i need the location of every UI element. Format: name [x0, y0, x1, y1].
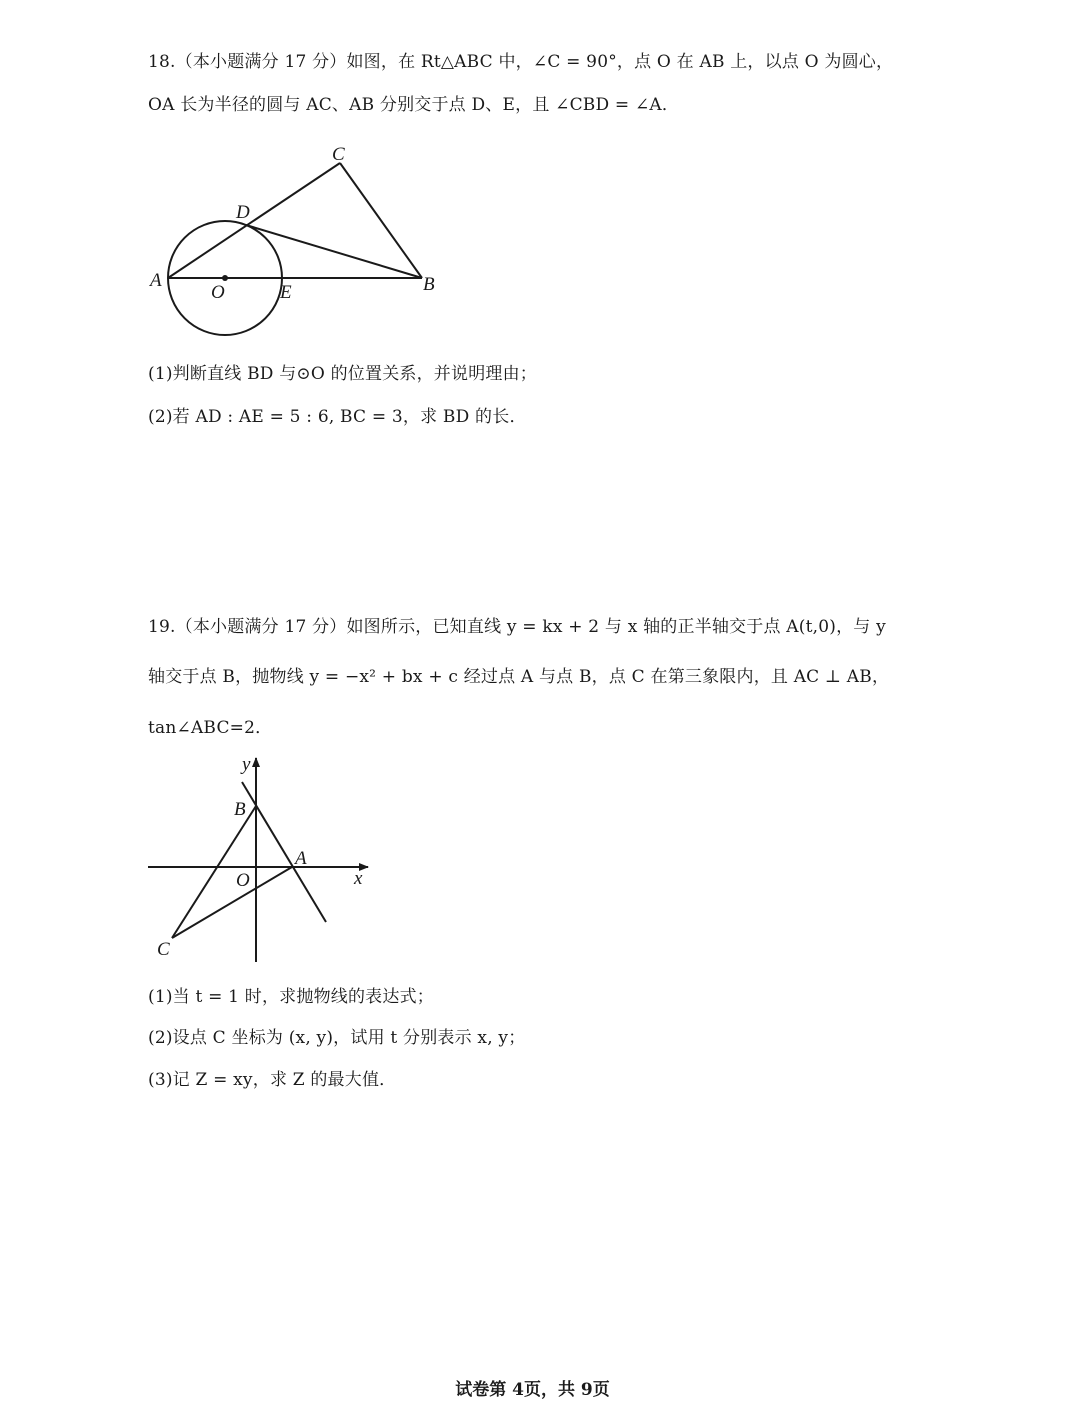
segment-ac: [172, 867, 292, 938]
line-ab: [242, 782, 326, 922]
label-b: B: [234, 799, 246, 820]
label-c: C: [332, 144, 345, 165]
segment-ac: [168, 163, 340, 278]
label-a: A: [295, 848, 307, 869]
q19-figure: [145, 752, 385, 962]
segment-db: [246, 225, 422, 278]
q18-line-1: 18.（本小题满分 17 分）如图，在 Rt△ABC 中，∠C = 90°，点 O 在 AB 上，以点 O 为圆心，: [148, 52, 894, 72]
label-o: O: [236, 870, 250, 891]
segment-cb: [340, 163, 422, 278]
q18-line-2: OA 长为半径的圆与 AC、AB 分别交于点 D、E，且 ∠CBD = ∠A．: [148, 95, 680, 115]
label-a: A: [150, 270, 162, 291]
q19-part-1: (1)当 t = 1 时，求抛物线的表达式；: [148, 987, 434, 1007]
q19-line-3: tan∠ABC=2．: [148, 718, 273, 738]
label-e: E: [280, 282, 292, 303]
q19-part-2: (2)设点 C 坐标为 (x, y)，试用 t 分别表示 x, y；: [148, 1028, 526, 1048]
q18-part-2: (2)若 AD : AE = 5 : 6, BC = 3，求 BD 的长．: [148, 407, 527, 427]
label-c: C: [157, 939, 170, 960]
label-d: D: [236, 202, 250, 223]
q19-part-3: (3)记 Z = xy，求 Z 的最大值．: [148, 1070, 397, 1090]
label-y: y: [242, 754, 251, 775]
label-o: O: [211, 282, 225, 303]
q18-figure: [145, 140, 465, 340]
point-o: [222, 275, 228, 281]
label-b: B: [423, 274, 435, 295]
label-x: x: [354, 868, 363, 889]
q18-part-1: (1)判断直线 BD 与⊙O 的位置关系，并说明理由；: [148, 364, 537, 384]
q19-line-1: 19.（本小题满分 17 分）如图所示，已知直线 y = kx + 2 与 x 轴的正半轴交于点 A(t,0)，与 y: [148, 617, 886, 637]
page-footer: 试卷第 4页，共 9页: [455, 1380, 610, 1400]
q19-line-2: 轴交于点 B，抛物线 y = −x² + bx + c 经过点 A 与点 B，点 C 在第三象限内，且 AC ⊥ AB，: [148, 667, 890, 687]
